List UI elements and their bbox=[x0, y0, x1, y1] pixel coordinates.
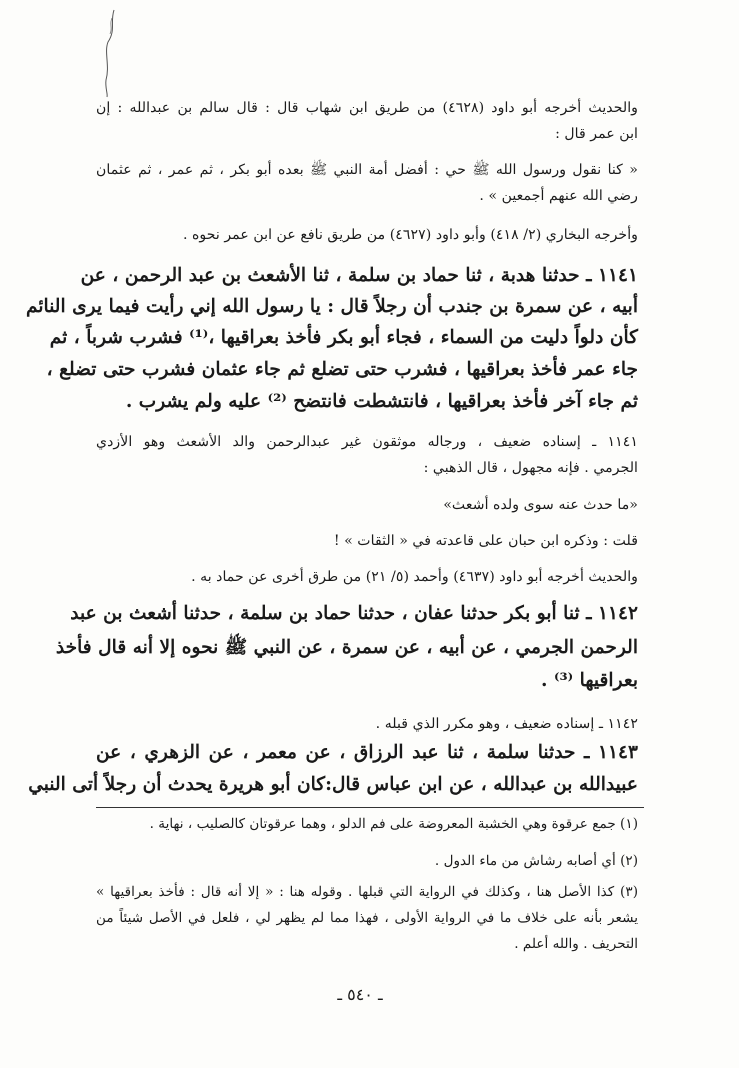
hadith-line: الرحمن الجرمي ، عن أبيه ، عن سمرة ، عن النبي ﷺ نحوه إلا أنه قال فأخذ bbox=[55, 637, 638, 658]
scan-edge-mark bbox=[96, 8, 122, 98]
hadith-line: بعراقيها ⁽³⁾ . bbox=[541, 670, 638, 691]
commentary-line: والحديث أخرجه أبو داود (٤٦٣٧) وأحمد (٥/ ٢١) من طرق أخرى عن حماد به . bbox=[191, 569, 638, 585]
hadith-line: عبيدالله بن عبدالله ، عن ابن عباس قال:كان أبو هريرة يحدث أن رجلاً أتى النبي bbox=[28, 774, 638, 795]
hadith-line: ١١٤١ ـ حدثنا هدبة ، ثنا حماد بن سلمة ، ثنا الأشعث بن عبد الرحمن ، عن bbox=[80, 265, 638, 286]
footnote-separator bbox=[96, 807, 644, 808]
text-line: وأخرجه البخاري (٢/ ٤١٨) وأبو داود (٤٦٢٧) من طريق نافع عن ابن عمر نحوه . bbox=[182, 227, 638, 243]
hadith-line: أبيه ، عن سمرة بن جندب أن رجلاً قال : يا رسول الله إني رأيت فيما يرى النائم bbox=[25, 296, 638, 317]
hadith-line: ١١٤٣ ـ حدثنا سلمة ، ثنا عبد الرزاق ، عن معمر ، عن الزهري ، عن bbox=[96, 742, 638, 763]
commentary-line: قلت : وذكره ابن حبان على قاعدته في « الثقات » ! bbox=[333, 533, 638, 549]
footnote: يشعر بأنه على خلاف ما في الرواية الأولى ، فهذا مما لم يظهر لي ، فلعل في الأصل شيئاً من bbox=[96, 910, 638, 926]
quote-line: «ما حدث عنه سوى ولده أشعث» bbox=[443, 497, 638, 513]
footnote: التحريف . والله أعلم . bbox=[514, 936, 638, 952]
footnote: (٢) أي أصابه رشاش من ماء الدول . bbox=[434, 853, 638, 869]
text-line: ابن عمر قال : bbox=[555, 126, 638, 142]
text-line: والحديث أخرجه أبو داود (٤٦٢٨) من طريق ابن شهاب قال : قال سالم بن عبدالله : إن bbox=[96, 100, 638, 116]
footnote: (٣) كذا الأصل هنا ، وكذلك في الرواية التي قبلها . وقوله هنا : « إلا أنه قال : فأخذ بعراقيها » bbox=[96, 884, 638, 900]
footnote: (١) جمع عرقوة وهي الخشبة المعروضة على فم الدلو ، وهما عرقوتان كالصليب ، نهاية . bbox=[149, 816, 638, 832]
hadith-line: ثم جاء آخر فأخذ بعراقيها ، فانتشطت فانتضح ⁽²⁾ عليه ولم يشرب . bbox=[125, 391, 638, 412]
quote-line: « كنا نقول ورسول الله ﷺ حي : أفضل أمة النبي ﷺ بعده أبو بكر ، ثم عمر ، ثم عثمان bbox=[96, 162, 638, 178]
hadith-line: كأن دلواً دليت من السماء ، فجاء أبو بكر فأخذ بعراقيها ،⁽¹⁾ فشرب شرباً ، ثم bbox=[49, 327, 638, 348]
quote-line: رضي الله عنهم أجمعين » . bbox=[479, 188, 638, 204]
commentary-line: ١١٤١ ـ إسناده ضعيف ، ورجاله موثقون غير عبدالرحمن والد الأشعث وهو الأزدي bbox=[96, 434, 638, 450]
commentary-line: الجرمي . فإنه مجهول ، قال الذهبي : bbox=[423, 460, 638, 476]
page-number: ـ ٥٤٠ ـ bbox=[337, 985, 383, 1004]
hadith-line: جاء عمر فأخذ بعراقيها ، فشرب حتى تضلع ثم جاء عثمان فشرب حتى تضلع ، bbox=[46, 359, 638, 380]
hadith-line: ١١٤٢ ـ ثنا أبو بكر حدثنا عفان ، حدثنا حماد بن سلمة ، حدثنا أشعث بن عبد bbox=[70, 603, 638, 624]
commentary-line: ١١٤٢ ـ إسناده ضعيف ، وهو مكرر الذي قبله . bbox=[375, 716, 638, 732]
